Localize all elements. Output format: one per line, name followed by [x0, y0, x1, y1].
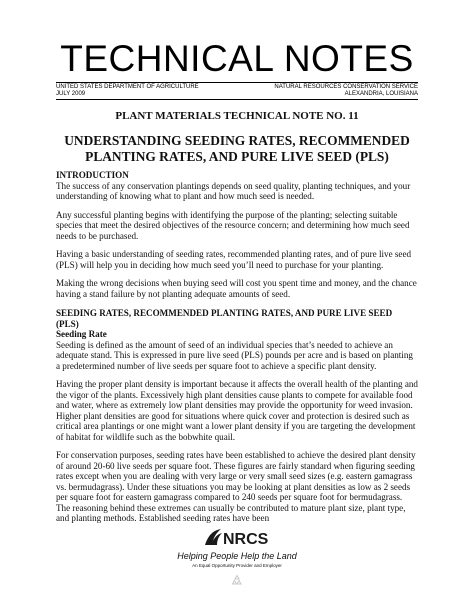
section-paragraph: Seeding is defined as the amount of seed of an individual species that’s needed to achieve an adequate stand. This is expressed in pure live seed (PLS) pounds per acre and is based on planting a predetermined number of live seeds per square foot to achieve a specific plant density. [56, 339, 413, 371]
intro-paragraph: The success of any conservation plantings depends on seed quality, planting techniques, and your understanding of knowing what to plant and how much seed is needed. [56, 180, 411, 201]
section-paragraph: For conservation purposes, seeding rates have been established to achieve the desired plant density of around 20-60 live seeds per square foot. These figures are fairly standard when figuring seeding rates except when you are dealing with very large or very small seed sizes (e.g. eastern gamagrass vs. bermudagrass). Under these situations you may be looking at plant densities as low as 2 seeds per square foot for eastern gamagrass compared to 240 seeds per square foot for bermudagrass. The reasoning behind these extremes can usually be contributed to mature plant size, plant type, and planting methods. Established seeding rates have been [56, 450, 416, 523]
service-name: NATURAL RESOURCES CONSERVATION SERVICE [274, 84, 418, 90]
intro-paragraph: Having a basic understanding of seeding rates, recommended planting rates, and of pure live seed (PLS) will help you in deciding how much seed you’ll need to purchase for your planting. [56, 249, 412, 270]
introduction-heading: INTRODUCTION [56, 170, 129, 180]
masthead-rule-bottom [56, 99, 418, 100]
intro-paragraph: Making the wrong decisions when buying seed will cost you spent time and money, and the chance having a stand failure by not planting adequate amounts of seed. [56, 278, 417, 299]
document-title-line-2: PLANTING RATES, AND PURE LIVE SEED (PLS) [85, 149, 389, 164]
nrcs-logo [203, 527, 273, 547]
masthead-rule-top [56, 82, 418, 83]
agency-name: UNITED STATES DEPARTMENT OF AGRICULTURE [56, 84, 199, 90]
section-heading-line-1: SEEDING RATES, RECOMMENDED PLANTING RATES, AND PURE LIVE SEED [56, 308, 393, 318]
footer-tagline: Helping People Help the Land [177, 551, 297, 561]
seeding-rates-section [56, 308, 418, 524]
seeding-rate-subheading: Seeding Rate [56, 329, 107, 339]
masthead-title: TECHNICAL NOTES [60, 38, 414, 79]
intro-paragraph: Any successful planting begins with identifying the purpose of the planting; selecting suitable species that meet the desired objectives of the resource concern; and determining how much seed needs to be purchased. [56, 209, 410, 241]
section-paragraph: Having the proper plant density is important because it affects the overall health of the planting and the vigor of the plants. Excessively high plant densities cause plants to compete for available food and water, where as extremely low plant densities may provide the opportunity for weed invasion. Higher plant densities are good for situations where quick cover and protection is desired such as critical area plantings or one might want a lower plant density if you are targeting the development of habitat for wildlife such as the bobwhite quail. [56, 379, 418, 442]
nrcs-logo-text: NRCS [223, 531, 269, 547]
issue-location: ALEXANDRIA, LOUISIANA [344, 91, 418, 97]
section-heading-line-2: (PLS) [56, 318, 79, 329]
issue-date: JULY 2009 [56, 91, 86, 97]
document-title-line-1: UNDERSTANDING SEEDING RATES, RECOMMENDED [64, 133, 410, 148]
document-title [40, 133, 434, 165]
technical-note-number: PLANT MATERIALS TECHNICAL NOTE NO. 11 [115, 110, 359, 122]
equal-opportunity-statement: An Equal Opportunity Provider and Employer [192, 563, 282, 568]
recycle-icon [231, 574, 243, 586]
body-text [56, 170, 418, 532]
